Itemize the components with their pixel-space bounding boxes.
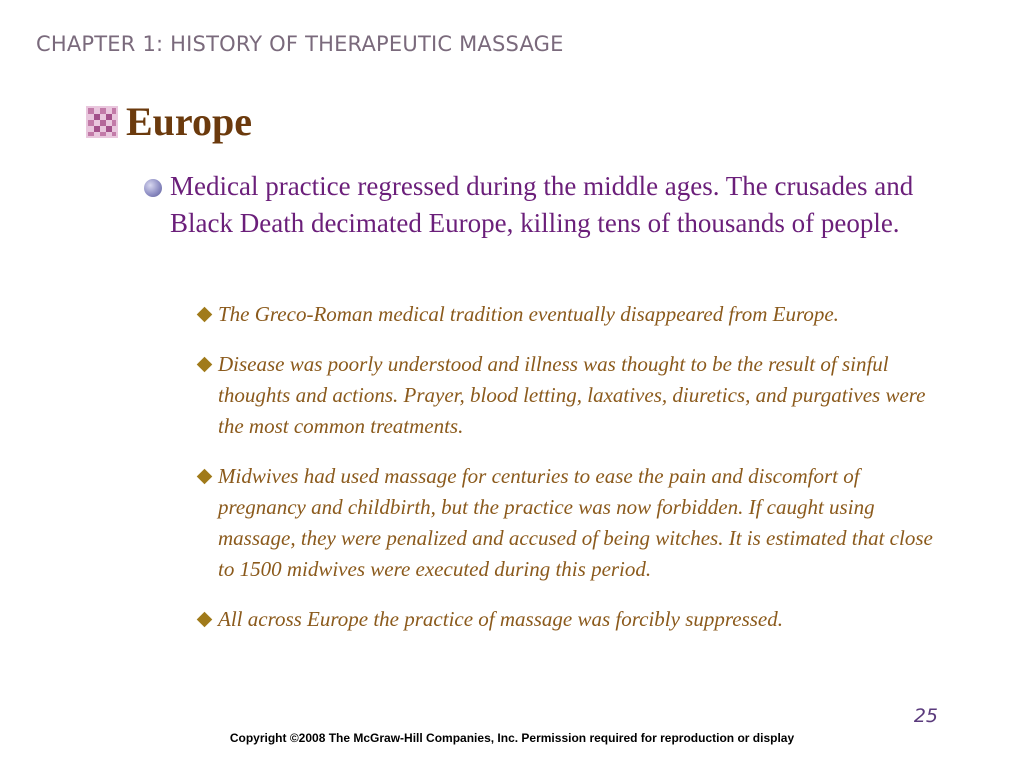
sub-point-item [196,299,936,330]
slide-title: Europe [126,99,252,144]
diamond-bullet-icon [197,307,213,323]
diamond-bullet-icon [197,357,213,373]
sub-point-text: Midwives had used massage for centuries to ease the pain and discomfort of pregnancy and childbirth, but the practice was now forbidden. If caught using massage, they were penalized and accused of being witches. It is estimated that close to 1500 midwives were executed during this period. [218,464,933,581]
diamond-bullet-icon [197,469,213,485]
sub-point-text: The Greco-Roman medical tradition eventually disappeared from Europe. [218,302,839,326]
sub-point-list [196,299,936,654]
sub-point-text: All across Europe the practice of massage was forcibly suppressed. [218,607,783,631]
page-number: 25 [913,705,938,727]
copyright-notice: Copyright ©2008 The McGraw-Hill Companies, Inc. Permission required for reproduction or display [229,731,795,745]
main-bullet-point [144,168,924,242]
diamond-bullet-icon [197,612,213,628]
sub-point-item [196,461,936,585]
sub-point-text: Disease was poorly understood and illness was thought to be the result of sinful thoughts and actions. Prayer, blood letting, laxatives, diuretics, and purgatives were the most common treatments. [218,352,926,438]
round-bullet-icon [144,179,162,197]
main-point-text: Medical practice regressed during the middle ages. The crusades and Black Death decimated Europe, killing tens of thousands of people. [170,171,914,238]
pink-checker-square-icon [86,106,118,138]
chapter-header: CHAPTER 1: HISTORY OF THERAPEUTIC MASSAGE [36,32,564,56]
sub-point-item [196,349,936,442]
sub-point-item [196,604,936,635]
slide-title-row [86,98,252,146]
